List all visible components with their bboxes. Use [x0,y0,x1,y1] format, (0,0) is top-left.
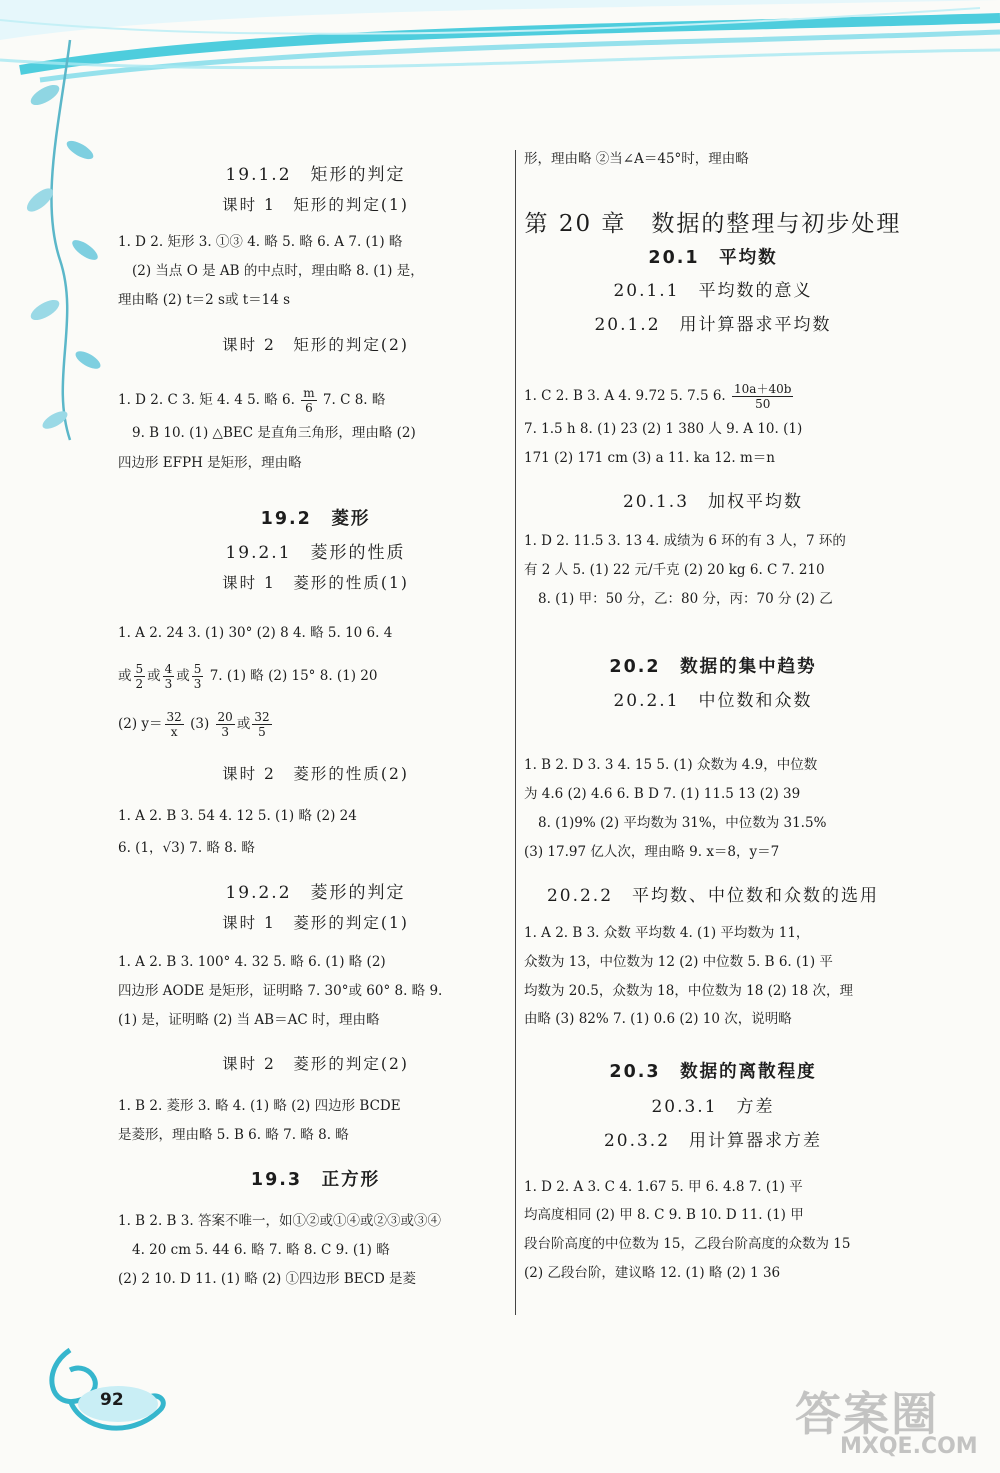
answer-line: 7. 1.5 h 8. (1) 23 (2) 1 380 人 9. A 10. (1) [524,421,803,437]
subsection-heading: 19.2.2 菱形的判定 [225,883,406,903]
lesson-heading: 课时 2 菱形的判定(2) [222,1055,409,1073]
section-heading: 19.2 菱形 [260,509,371,529]
answer-line: 1. A 2. B 3. 54 4. 12 5. (1) 略 (2) 24 [118,808,357,824]
answer-line: 1. B 2. 菱形 3. 略 4. (1) 略 (2) 四边形 BCDE [118,1098,401,1114]
answer-line: 1. D 2. 11.5 3. 13 4. 成绩为 6 环的有 3 人，7 环的 [524,533,846,549]
answer-line: 4. 20 cm 5. 44 6. 略 7. 略 8. C 9. (1) 略 [132,1242,390,1258]
answer-line: 或 $\frac{5}{2}$ 或 $\frac{4}{3}$ 或 $\frac{5}{3}$ 7. (1) 略 (2) 15° 8. (1) 20 [118,662,378,691]
answer-line: 均高度相同 (2) 甲 8. C 9. B 10. D 11. (1) 甲 [524,1207,804,1223]
answer-line: 众数为 13，中位数为 12 (2) 中位数 5. B 6. (1) 平 [524,954,833,970]
answer-line: (1) 是，证明略 (2) 当 AB＝AC 时，理由略 [118,1012,380,1028]
answer-line: 1. A 2. B 3. 众数 平均数 4. (1) 平均数为 11， [524,925,810,941]
section-heading: 19.3 正方形 [250,1170,381,1190]
subsection-heading: 19.2.1 菱形的性质 [225,543,406,563]
answer-line: 1. A 2. 24 3. (1) 30° (2) 8 4. 略 5. 10 6. 4 [118,625,393,641]
answer-line: 1. C 2. B 3. A 4. 9.72 5. 7.5 6. $\frac{10a+40b}{50}$ [524,382,792,411]
answer-line: 1. D 2. A 3. C 4. 1.67 5. 甲 6. 4.8 7. (1) 平 [524,1179,803,1195]
subsection-heading: 20.1.2 用计算器求平均数 [594,315,832,335]
answer-line: 有 2 人 5. (1) 22 元/千克 (2) 20 kg 6. C 7. 210 [524,562,825,578]
chapter-heading: 第 20 章 数据的整理与初步处理 [524,211,902,237]
watermark-text: 答案圈 [795,1387,939,1441]
answer-line: 四边形 EFPH 是矩形，理由略 [118,455,302,471]
answer-line: 理由略 (2) t＝2 s或 t＝14 s [118,292,291,308]
answer-line: 1. D 2. C 3. 矩 4. 4 5. 略 6. $\frac{m}{6}$ 7. C 8. 略 [118,386,386,415]
answer-line: 9. B 10. (1) △BEC 是直角三角形，理由略 (2) [132,425,416,441]
answer-line: 四边形 AODE 是矩形，证明略 7. 30°或 60° 8. 略 9. [118,983,443,999]
answer-line: 8. (1) 甲：50 分，乙：80 分，丙：70 分 (2) 乙 [538,591,833,607]
answer-line: 8. (1)9% (2) 平均数为 31%，中位数为 31.5% [538,815,827,831]
answer-line: 1. D 2. 矩形 3. ①③ 4. 略 5. 略 6. A 7. (1) 略 [118,234,403,250]
lesson-heading: 课时 2 菱形的性质(2) [222,765,409,783]
subsection-heading: 20.2.1 中位数和众数 [613,691,813,711]
answer-line: 1. A 2. B 3. 100° 4. 32 5. 略 6. (1) 略 (2) [118,954,386,970]
subsection-heading: 20.3.1 方差 [651,1097,775,1117]
lesson-heading: 课时 2 矩形的判定(2) [222,336,409,354]
answer-line: (2) 乙段台阶，建议略 12. (1) 略 (2) 1 36 [524,1265,781,1281]
lesson-heading: 课时 1 菱形的性质(1) [222,574,409,592]
answer-line: (2) 当点 O 是 AB 的中点时，理由略 8. (1) 是， [132,263,424,279]
answer-line: 是菱形，理由略 5. B 6. 略 7. 略 8. 略 [118,1127,349,1143]
answer-line: 171 (2) 171 cm (3) a 11. ka 12. m＝n [524,450,775,466]
page-number: 92 [100,1390,124,1410]
answer-line: (3) 17.97 亿人次，理由略 9. x＝8，y＝7 [524,844,780,860]
section-heading: 20.2 数据的集中趋势 [609,657,817,677]
column-divider [515,150,516,1315]
answer-line: 段台阶高度的中位数为 15，乙段台阶高度的众数为 15 [524,1236,851,1252]
lesson-heading: 课时 1 菱形的判定(1) [222,914,409,932]
subsection-heading: 20.2.2 平均数、中位数和众数的选用 [546,886,880,906]
subsection-heading: 20.3.2 用计算器求方差 [603,1131,823,1151]
watermark-url: MXQE.COM [840,1434,978,1459]
subsection-heading: 20.1.1 平均数的意义 [613,281,813,301]
answer-line: (2) 2 10. D 11. (1) 略 (2) ①四边形 BECD 是菱 [118,1271,417,1287]
section-heading: 20.3 数据的离散程度 [609,1062,817,1082]
answer-line: (2) y＝ $\frac{32}{x}$ (3) $\frac{20}{3}$ 或 $\frac{32}{5}$ [118,710,270,739]
answer-line: 1. B 2. D 3. 3 4. 15 5. (1) 众数为 4.9，中位数 [524,757,818,773]
section-heading: 20.1 平均数 [648,248,778,268]
subsection-heading: 20.1.3 加权平均数 [622,492,804,512]
subsection-heading: 19.1.2 矩形的判定 [225,165,406,185]
answer-line: 为 4.6 (2) 4.6 6. B D 7. (1) 11.5 13 (2) 39 [524,786,801,802]
answer-line: 6. (1，√3) 7. 略 8. 略 [118,840,255,856]
watermark-logo [795,1378,995,1468]
answer-line: 由略 (3) 82% 7. (1) 0.6 (2) 10 次，说明略 [524,1011,792,1027]
answer-line: 1. B 2. B 3. 答案不唯一，如①②或①④或②③或③④ [118,1213,441,1229]
lesson-heading: 课时 1 矩形的判定(1) [222,196,409,214]
answer-line: 均数为 20.5，众数为 18，中位数为 18 (2) 18 次，理 [524,983,853,999]
answer-line: 形，理由略 ②当∠A＝45°时，理由略 [524,151,749,167]
